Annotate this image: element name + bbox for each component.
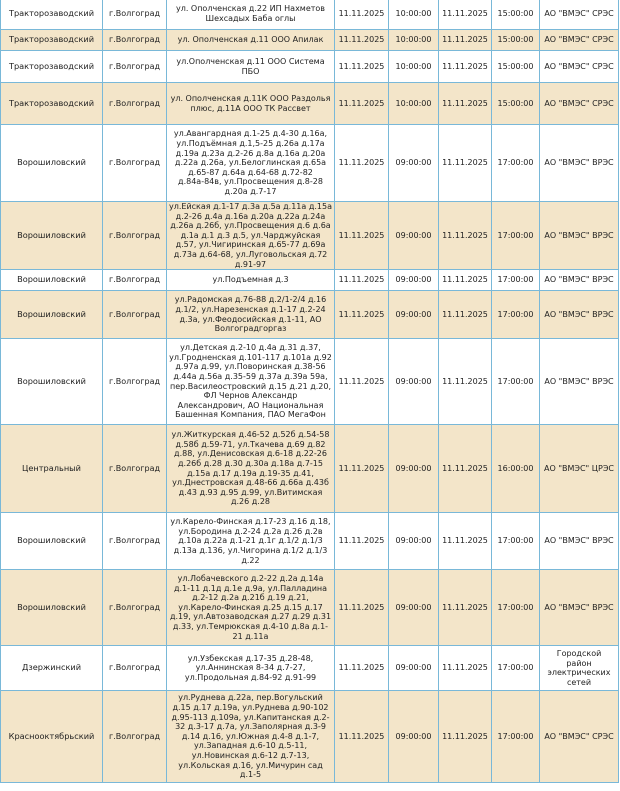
- start-date-cell: 11.11.2025: [335, 30, 389, 51]
- city-cell: г.Волгоград: [103, 202, 167, 270]
- organization-cell: Городской район электрических сетей: [540, 646, 619, 691]
- district-cell: Дзержинский: [1, 646, 103, 691]
- start-date-cell: 11.11.2025: [335, 0, 389, 30]
- address-cell: ул. Ополченская д.11К ООО Раздолья плюс, д.11А ООО ТК Рассвет: [167, 83, 335, 125]
- end-time-cell: 17:00:00: [492, 125, 540, 202]
- table-row: [1, 513, 619, 570]
- end-date-cell: 11.11.2025: [439, 30, 492, 51]
- start-time-cell: 09:00:00: [389, 691, 439, 783]
- start-time-cell: 10:00:00: [389, 0, 439, 30]
- table-row: [1, 0, 619, 30]
- start-date-cell: 11.11.2025: [335, 513, 389, 570]
- city-cell: г.Волгоград: [103, 570, 167, 646]
- district-cell: Ворошиловский: [1, 202, 103, 270]
- city-cell: г.Волгоград: [103, 425, 167, 513]
- district-cell: Ворошиловский: [1, 270, 103, 291]
- organization-cell: АО "ВМЭС" СРЭС: [540, 83, 619, 125]
- end-date-cell: 11.11.2025: [439, 125, 492, 202]
- organization-cell: АО "ВМЭС" ВРЭС: [540, 125, 619, 202]
- start-date-cell: 11.11.2025: [335, 291, 389, 339]
- address-cell: ул.Радомская д.76-88 д.2/1-2/4 д.16 д.1/2, ул.Нарезенская д.1-17 д.2-24 д.3а, ул.Феодосийская д.1-11, АО Волгоградгоргаз: [167, 291, 335, 339]
- district-cell: Краснооктябрьский: [1, 691, 103, 783]
- address-cell: ул.Узбекская д.17-35 д.28-48, ул.Аннинская 8-34 д.7-27, ул.Продольная д.84-92 д.91-99: [167, 646, 335, 691]
- address-cell: ул.Авангардная д.1-25 д.4-30 д.16а, ул.Подъёмная д.1,5-25 д.26а д.17а д.19а д.23а д.2-26 д.8а д.16а д.20а д.22а д.26а, ул.Белоглинская д.65а д.65-87 д.64а д.64-68 д.72-82 д.84а-84в, ул.Просвещения д.8-28 д.20а д.7-17: [167, 125, 335, 202]
- end-time-cell: 17:00:00: [492, 270, 540, 291]
- end-time-cell: 17:00:00: [492, 513, 540, 570]
- organization-cell: АО "ВМЭС" ВРЭС: [540, 339, 619, 425]
- city-cell: г.Волгоград: [103, 646, 167, 691]
- district-cell: Тракторозаводский: [1, 51, 103, 83]
- table-row: [1, 83, 619, 125]
- table-row: [1, 339, 619, 425]
- city-cell: г.Волгоград: [103, 51, 167, 83]
- table-row: [1, 202, 619, 270]
- start-date-cell: 11.11.2025: [335, 646, 389, 691]
- start-time-cell: 09:00:00: [389, 291, 439, 339]
- district-cell: Тракторозаводский: [1, 83, 103, 125]
- start-date-cell: 11.11.2025: [335, 83, 389, 125]
- address-cell: ул.Лобачевского д.2-22 д.2а д.14а д.1-11 д.1д д.1е д.9а, ул.Палладина д.2-12 д.2а д.21б д.19 д.21, ул.Карело-Финская д.25 д.15 д.17 д.19, ул.Автозаводская д.27 д.29 д.31 д.33, ул.Темрюкская д.4-10 д.8а д.1-21 д.11а: [167, 570, 335, 646]
- district-cell: Ворошиловский: [1, 570, 103, 646]
- end-time-cell: 16:00:00: [492, 425, 540, 513]
- end-date-cell: 11.11.2025: [439, 691, 492, 783]
- end-time-cell: 15:00:00: [492, 30, 540, 51]
- end-time-cell: 17:00:00: [492, 646, 540, 691]
- district-cell: Тракторозаводский: [1, 0, 103, 30]
- end-time-cell: 17:00:00: [492, 202, 540, 270]
- table-row: [1, 570, 619, 646]
- start-time-cell: 09:00:00: [389, 646, 439, 691]
- table-row: [1, 30, 619, 51]
- organization-cell: АО "ВМЭС" ВРЭС: [540, 513, 619, 570]
- city-cell: г.Волгоград: [103, 691, 167, 783]
- table-row: [1, 51, 619, 83]
- end-date-cell: 11.11.2025: [439, 83, 492, 125]
- end-date-cell: 11.11.2025: [439, 270, 492, 291]
- start-time-cell: 09:00:00: [389, 513, 439, 570]
- end-time-cell: 17:00:00: [492, 339, 540, 425]
- organization-cell: АО "ВМЭС" ВРЭС: [540, 270, 619, 291]
- address-cell: ул. Ополченская д.11 ООО Апилак: [167, 30, 335, 51]
- end-date-cell: 11.11.2025: [439, 202, 492, 270]
- end-date-cell: 11.11.2025: [439, 425, 492, 513]
- city-cell: г.Волгоград: [103, 30, 167, 51]
- start-date-cell: 11.11.2025: [335, 51, 389, 83]
- end-time-cell: 15:00:00: [492, 83, 540, 125]
- city-cell: г.Волгоград: [103, 513, 167, 570]
- start-date-cell: 11.11.2025: [335, 125, 389, 202]
- organization-cell: АО "ВМЭС" СРЭС: [540, 691, 619, 783]
- start-date-cell: 11.11.2025: [335, 425, 389, 513]
- organization-cell: АО "ВМЭС" СРЭС: [540, 30, 619, 51]
- end-date-cell: 11.11.2025: [439, 339, 492, 425]
- address-cell: ул. Ополченская д.22 ИП Нахметов Шехсадых Баба оглы: [167, 0, 335, 30]
- table-row: [1, 646, 619, 691]
- organization-cell: АО "ВМЭС" ВРЭС: [540, 202, 619, 270]
- start-time-cell: 09:00:00: [389, 125, 439, 202]
- end-time-cell: 17:00:00: [492, 570, 540, 646]
- start-date-cell: 11.11.2025: [335, 339, 389, 425]
- table-row: [1, 425, 619, 513]
- start-time-cell: 10:00:00: [389, 30, 439, 51]
- end-time-cell: 17:00:00: [492, 291, 540, 339]
- start-time-cell: 09:00:00: [389, 270, 439, 291]
- start-date-cell: 11.11.2025: [335, 202, 389, 270]
- start-time-cell: 10:00:00: [389, 83, 439, 125]
- organization-cell: АО "ВМЭС" СРЭС: [540, 51, 619, 83]
- district-cell: Тракторозаводский: [1, 30, 103, 51]
- address-cell: ул.Ополченская д.11 ООО Система ПБО: [167, 51, 335, 83]
- district-cell: Ворошиловский: [1, 513, 103, 570]
- address-cell: ул.Ейская д.1-17 д.3а д.5а д.11а д.15а д.2-26 д.4а д.16а д.20а д.22а д.24а д.26а д.26б, ул.Просвещения д.6 д.6а д.1а д.1 д.3 д.5, ул.Чарджуйская д.57, ул.Чигиринская д.65-77 д.69а д.73а д.64-68, ул.Луговольская д.72 д.91-97: [167, 202, 335, 270]
- table-body: [1, 0, 619, 783]
- organization-cell: АО "ВМЭС" ЦРЭС: [540, 425, 619, 513]
- start-time-cell: 09:00:00: [389, 570, 439, 646]
- district-cell: Ворошиловский: [1, 125, 103, 202]
- city-cell: г.Волгоград: [103, 270, 167, 291]
- city-cell: г.Волгоград: [103, 339, 167, 425]
- district-cell: Ворошиловский: [1, 291, 103, 339]
- table-row: [1, 691, 619, 783]
- city-cell: г.Волгоград: [103, 0, 167, 30]
- end-time-cell: 15:00:00: [492, 0, 540, 30]
- address-cell: ул.Подъемная д.3: [167, 270, 335, 291]
- city-cell: г.Волгоград: [103, 291, 167, 339]
- table-row: [1, 291, 619, 339]
- start-time-cell: 10:00:00: [389, 51, 439, 83]
- table-row: [1, 125, 619, 202]
- city-cell: г.Волгоград: [103, 83, 167, 125]
- start-date-cell: 11.11.2025: [335, 570, 389, 646]
- start-date-cell: 11.11.2025: [335, 691, 389, 783]
- organization-cell: АО "ВМЭС" СРЭС: [540, 0, 619, 30]
- start-time-cell: 09:00:00: [389, 425, 439, 513]
- district-cell: Центральный: [1, 425, 103, 513]
- address-cell: ул.Житкурская д.46-52 д.52б д.54-58 д.58б д.59-71, ул.Ткачева д.69 д.82 д.88, ул.Денисовская д.6-18 д.22-26 д.26б д.28 д.30 д.30а д.18а д.7-15 д.15а д.17 д.19а д.19-35 д.41, ул.Днестровская д.48-66 д.66а д.43б д.43 д.93 д.95 д.99, ул.Витимская д.26 д.28: [167, 425, 335, 513]
- end-time-cell: 15:00:00: [492, 51, 540, 83]
- table-row: [1, 270, 619, 291]
- end-date-cell: 11.11.2025: [439, 0, 492, 30]
- address-cell: ул.Руднева д.22а, пер.Вогульский д.15 д.17 д.19а, ул.Руднева д.90-102 д.95-113 д.109а, ул.Капитанская д.2-32 д.3-17 д.7а, ул.Заполярная д.3-9 д.14 д.16, ул.Южная д.4-8 д.1-7, ул.Западная д.6-10 д.5-11, ул.Новинская д.6-12 д.7-13, ул.Кольская д.16, ул.Мичурин сад д.1-5: [167, 691, 335, 783]
- end-date-cell: 11.11.2025: [439, 570, 492, 646]
- end-date-cell: 11.11.2025: [439, 646, 492, 691]
- organization-cell: АО "ВМЭС" ВРЭС: [540, 570, 619, 646]
- end-time-cell: 17:00:00: [492, 691, 540, 783]
- address-cell: ул.Карело-Финская д.17-23 д.16 д.18, ул.Бородина д.2-24 д.2а д.26 д.2в д.10а д.22а д.1-21 д.1г д.1/2 д.1/3 д.13а д.136, ул.Чигорина д.1/2 д.1/3 д.22: [167, 513, 335, 570]
- start-time-cell: 09:00:00: [389, 202, 439, 270]
- city-cell: г.Волгоград: [103, 125, 167, 202]
- start-time-cell: 09:00:00: [389, 339, 439, 425]
- organization-cell: АО "ВМЭС" ВРЭС: [540, 291, 619, 339]
- address-cell: ул.Детская д.2-10 д.4а д.31 д.37, ул.Гродненская д.101-117 д.101а д.92 д.97а д.99, ул.Поворинская д.38-56 д.44а д.56а д.35-59 д.37а д.39а 59а, пер.Василеостровский д.15 д.21 д.20, ФЛ Чернов Александр Александрович, АО Национальная Башенная Компания, ПАО МегаФон: [167, 339, 335, 425]
- start-date-cell: 11.11.2025: [335, 270, 389, 291]
- end-date-cell: 11.11.2025: [439, 513, 492, 570]
- district-cell: Ворошиловский: [1, 339, 103, 425]
- end-date-cell: 11.11.2025: [439, 51, 492, 83]
- end-date-cell: 11.11.2025: [439, 291, 492, 339]
